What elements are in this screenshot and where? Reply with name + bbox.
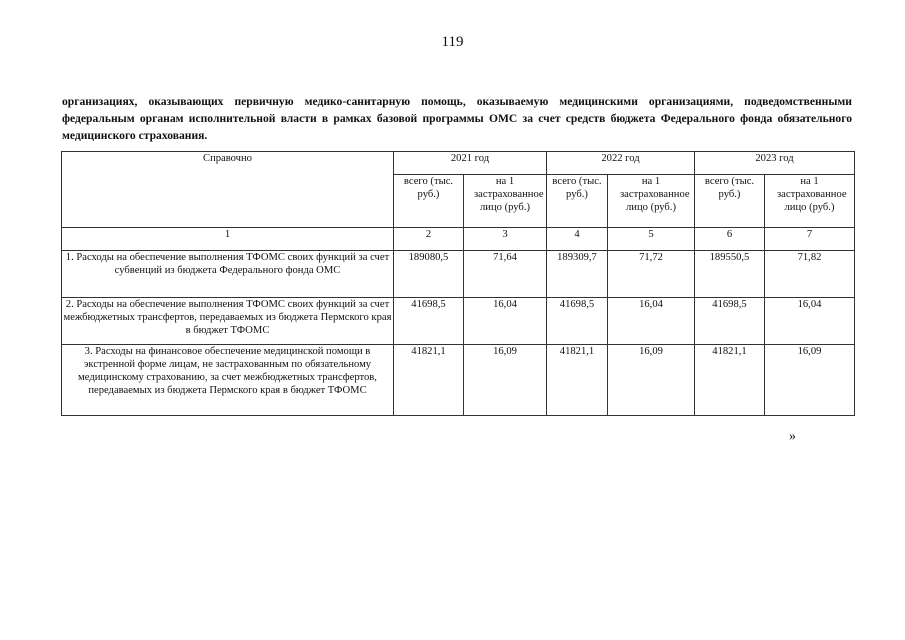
value-total-2023: 41821,1 <box>695 345 765 416</box>
value-total-2023: 41698,5 <box>695 298 765 345</box>
value-total-2021: 189080,5 <box>394 251 464 298</box>
value-per-person-2021: 16,09 <box>464 345 547 416</box>
column-number: 5 <box>608 228 695 251</box>
row-label: 2. Расходы на обеспечение выполнения ТФОМС своих функций за счет межбюджетных трансфертов, передаваемых из бюджета Пермского края в бюджет ТФОМС <box>62 298 394 345</box>
value-per-person-2022: 16,04 <box>608 298 695 345</box>
subheader-total-2023: всего (тыс. руб.) <box>695 175 765 228</box>
table-row <box>62 298 855 345</box>
value-per-person-2023: 71,82 <box>765 251 855 298</box>
value-total-2021: 41821,1 <box>394 345 464 416</box>
value-total-2022: 41698,5 <box>547 298 608 345</box>
value-per-person-2021: 16,04 <box>464 298 547 345</box>
value-per-person-2022: 71,72 <box>608 251 695 298</box>
column-number-row <box>62 228 855 251</box>
value-total-2023: 189550,5 <box>695 251 765 298</box>
reference-header: Справочно <box>62 152 394 228</box>
value-total-2022: 41821,1 <box>547 345 608 416</box>
closing-quote: » <box>789 429 796 444</box>
column-number: 7 <box>765 228 855 251</box>
value-per-person-2022: 16,09 <box>608 345 695 416</box>
table-row <box>62 251 855 298</box>
value-per-person-2023: 16,09 <box>765 345 855 416</box>
column-number: 3 <box>464 228 547 251</box>
value-total-2022: 189309,7 <box>547 251 608 298</box>
value-total-2021: 41698,5 <box>394 298 464 345</box>
year-header-2022: 2022 год <box>547 152 695 175</box>
column-number: 2 <box>394 228 464 251</box>
table-row <box>62 345 855 416</box>
financing-table <box>61 151 855 416</box>
header-row-years <box>62 152 855 175</box>
row-label: 3. Расходы на финансовое обеспечение медицинской помощи в экстренной форме лицам, не застрахованным по обязательному медицинскому страхованию, за счет межбюджетных трансфертов, передаваемых из бюджета Пермского края в бюджет ТФОМС <box>62 345 394 416</box>
column-number: 6 <box>695 228 765 251</box>
page-number: 119 <box>441 34 464 50</box>
value-per-person-2021: 71,64 <box>464 251 547 298</box>
subheader-total-2022: всего (тыс. руб.) <box>547 175 608 228</box>
subheader-per-person-2022: на 1 застрахованное лицо (руб.) <box>608 175 695 228</box>
column-number: 1 <box>62 228 394 251</box>
year-header-2021: 2021 год <box>394 152 547 175</box>
row-label: 1. Расходы на обеспечение выполнения ТФОМС своих функций за счет субвенций из бюджета Федерального фонда ОМС <box>62 251 394 298</box>
subheader-per-person-2021: на 1 застрахованное лицо (руб.) <box>464 175 547 228</box>
value-per-person-2023: 16,04 <box>765 298 855 345</box>
subheader-per-person-2023: на 1 застрахованное лицо (руб.) <box>765 175 855 228</box>
intro-paragraph: организациях, оказывающих первичную медико-санитарную помощь, оказываемую медицинскими организациями, подведомственными федеральным органам исполнительной власти в рамках базовой программы ОМС за счет средств бюджета Федерального фонда обязательного медицинского страхования. <box>62 95 852 142</box>
subheader-total-2021: всего (тыс. руб.) <box>394 175 464 228</box>
column-number: 4 <box>547 228 608 251</box>
year-header-2023: 2023 год <box>695 152 855 175</box>
